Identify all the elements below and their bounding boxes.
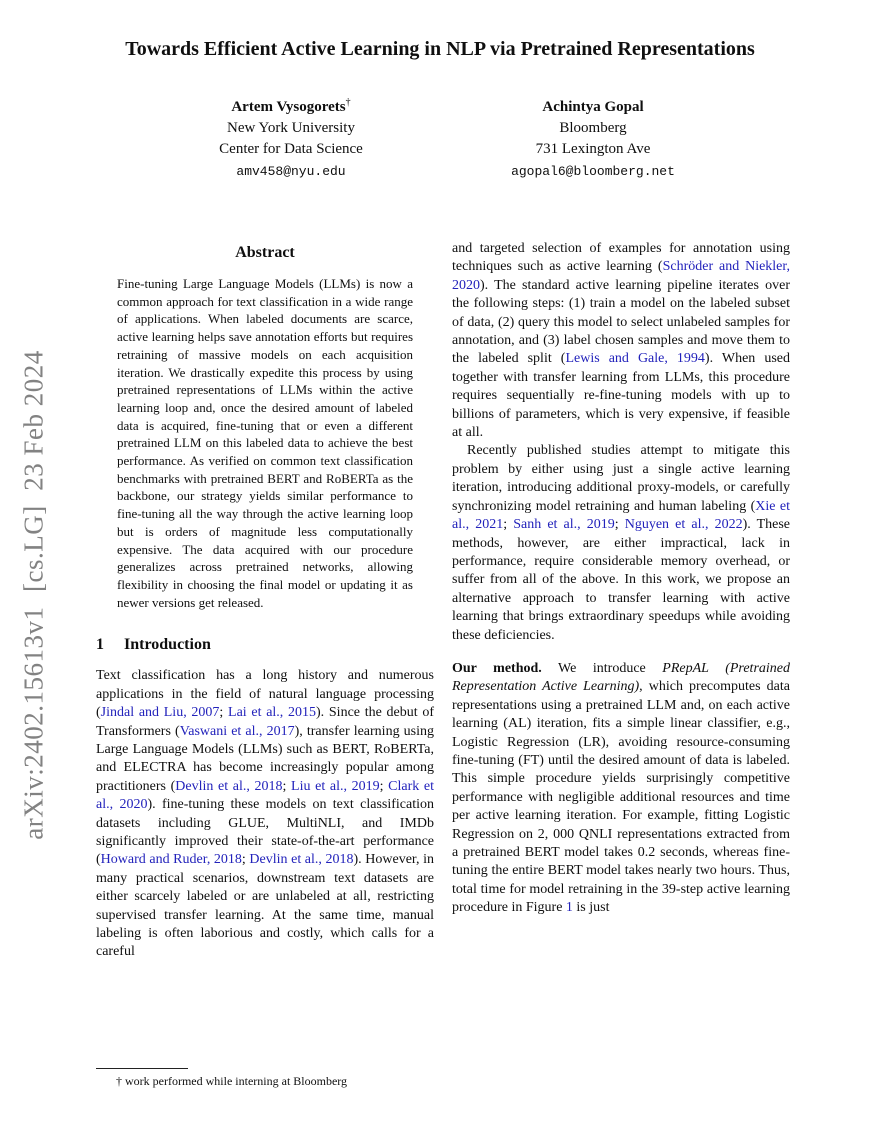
citation-link[interactable]: Schröder and Niekler, 2020 <box>452 259 790 293</box>
abstract-heading: Abstract <box>235 244 295 261</box>
text-segment: Our method. <box>452 660 542 676</box>
author-1-department: Center for Data Science <box>219 141 363 157</box>
text-segment: ; <box>241 852 250 868</box>
footnote-text: † work performed while interning at Bloomberg <box>116 1074 348 1088</box>
author-1-affiliation: New York University <box>227 120 355 136</box>
citation-link[interactable]: Howard and Ruder, 2018 <box>100 852 242 868</box>
text-segment: is just <box>572 900 610 916</box>
author-2-name <box>442 92 744 118</box>
text-segment: ), transfer learning using Large Language Models (LLMs) such as BERT, RoBERTa, and ELECTRA has become increasingly popular among practitioners ( <box>96 723 434 794</box>
text-segment: ; <box>219 705 229 721</box>
text-segment: , which precomputes data representations using a pretrained LLM and, on each active learning (AL) iteration, fits a simple linear classifier, e.g., Logistic Regression (LR), avoiding resource-consuming fine-tuning (FT) until the desired amount of data is labeled. This simple procedure yields surprisingly competitive performance with negligible additional resources and time per active learning iteration. For example, fitting Logistic Regression on 2, 000 QNLI representations extracted from a pretrained BERT model takes 0.2 seconds, whereas fine-tuning the entire BERT model takes nearly two hours. Thus, total time for model retraining in the 39-step active learning procedure in Figure <box>452 679 790 916</box>
text-segment: We introduce <box>541 660 663 676</box>
arxiv-watermark: arXiv:2402.15613v1 [cs.LG] 23 Feb 2024 <box>18 350 49 840</box>
right-column <box>452 240 790 918</box>
author-dagger-mark: † <box>345 97 351 108</box>
author-1 <box>140 92 442 182</box>
author-1-name <box>140 92 442 118</box>
paper-title: Towards Efficient Active Learning in NLP via Pretrained Representations <box>125 38 755 60</box>
text-segment: PRepAL (Pretrained Representation Active Learning) <box>452 660 791 695</box>
author-2 <box>442 92 744 182</box>
citation-link[interactable]: 1 <box>565 900 573 916</box>
abstract-text: Fine-tuning Large Language Models (LLMs) is now a common approach for text classification in a wide range of applications. When labeled documents are scarce, active learning helps save annotation efforts but requires retraining of massive models on each acquisition iteration. We drastically expedite this process by using pretrained representations of LLMs within the active learning loop and, once the desired amount of labeled data is acquired, fine-tuning that or even a different pretrained LLM on this labeled data to achieve the best performance. As verified on common text classification benchmarks with pretrained BERT and RoBERTa as the backbone, our strategy yields similar performance to fine-tuning all the way through the active learning loop but is orders of magnitude less computationally expensive. The data acquired with our procedure generalizes across pretrained networks, allowing flexibility in choosing the final model or updating it as newer versions get released. <box>117 276 413 610</box>
right-paragraph-2 <box>452 442 790 644</box>
author-block <box>140 92 744 182</box>
citation-link[interactable]: Xie et al., 2021 <box>452 498 790 533</box>
text-segment: ). Since the debut of Transformers ( <box>96 705 434 739</box>
text-segment: ; <box>503 517 514 533</box>
section-number: 1 <box>96 636 104 654</box>
citation-link[interactable]: Jindal and Liu, 2007 <box>100 705 220 721</box>
text-segment: and targeted selection of examples for annotation using techniques such as active learning ( <box>452 241 790 275</box>
citation-link[interactable]: Vaswani et al., 2017 <box>179 723 295 739</box>
text-segment: ; <box>379 778 389 794</box>
right-paragraph-1 <box>452 240 790 442</box>
text-segment: ). fine-tuning these models on text classification datasets including GLUE, MultiNLI, and IMDb significantly improved their state-of-the-art performance ( <box>96 797 435 868</box>
text-segment: ; <box>614 517 625 533</box>
section-heading-introduction <box>96 636 434 654</box>
our-method-paragraph <box>452 660 790 918</box>
left-column <box>96 240 434 962</box>
text-segment: ). These methods, however, are either impractical, lack in performance, require considerable memory overhead, or suffer from all of the above. In this work, we propose an alternative approach to transfer learning with active learning that brings extraordinary speedups while avoiding these deficiencies. <box>452 517 791 643</box>
citation-link[interactable]: Devlin et al., 2018 <box>249 852 354 868</box>
footnote-rule <box>96 1068 188 1069</box>
author-name-text: Achintya Gopal <box>542 99 644 115</box>
author-1-email: amv458@nyu.edu <box>236 164 346 179</box>
text-segment: ). The standard active learning pipeline iterates over the following steps: (1) train a model on the labeled subset of data, (2) query this model to select unlabeled samples for annotation, and (3) label chosen samples and move them to the labeled split ( <box>452 277 790 367</box>
intro-paragraph-1 <box>96 667 434 962</box>
author-2-address: 731 Lexington Ave <box>535 141 651 157</box>
text-segment: Recently published studies attempt to mitigate this problem by either using just a single active learning iteration, introducing additional proxy-models, or carefully synchronizing model retraining and human labeling ( <box>452 443 790 514</box>
section-title: Introduction <box>124 636 211 654</box>
citation-link[interactable]: Clark et al., 2020 <box>96 778 435 813</box>
citation-link[interactable]: Nguyen et al., 2022 <box>624 517 743 533</box>
citation-link[interactable]: Lai et al., 2015 <box>228 705 317 721</box>
citation-link[interactable]: Lewis and Gale, 1994 <box>565 351 705 367</box>
footnote-block <box>96 1068 434 1089</box>
text-segment: ). However, in many practical scenarios, downstream text datasets are either scarcely labeled or are unlabeled at all, restricting supervised transfer learning. At the same time, manual labeling is often laborious and costly, which calls for a careful <box>96 852 434 960</box>
text-segment: ). When used together with transfer learning from LLMs, this procedure requires sequentially re-fine-tuning models with up to billions of parameters, which is very expensive, if feasible at all. <box>452 351 791 441</box>
citation-link[interactable]: Liu et al., 2019 <box>291 778 380 794</box>
author-2-email: agopal6@bloomberg.net <box>511 164 675 179</box>
text-segment: ; <box>282 778 292 794</box>
text-segment: Text classification has a long history and numerous applications in the field of natural language processing ( <box>96 668 434 721</box>
citation-link[interactable]: Devlin et al., 2018 <box>175 778 283 794</box>
author-2-affiliation: Bloomberg <box>559 120 627 136</box>
citation-link[interactable]: Sanh et al., 2019 <box>513 517 615 533</box>
author-name-text: Artem Vysogorets <box>231 99 346 115</box>
